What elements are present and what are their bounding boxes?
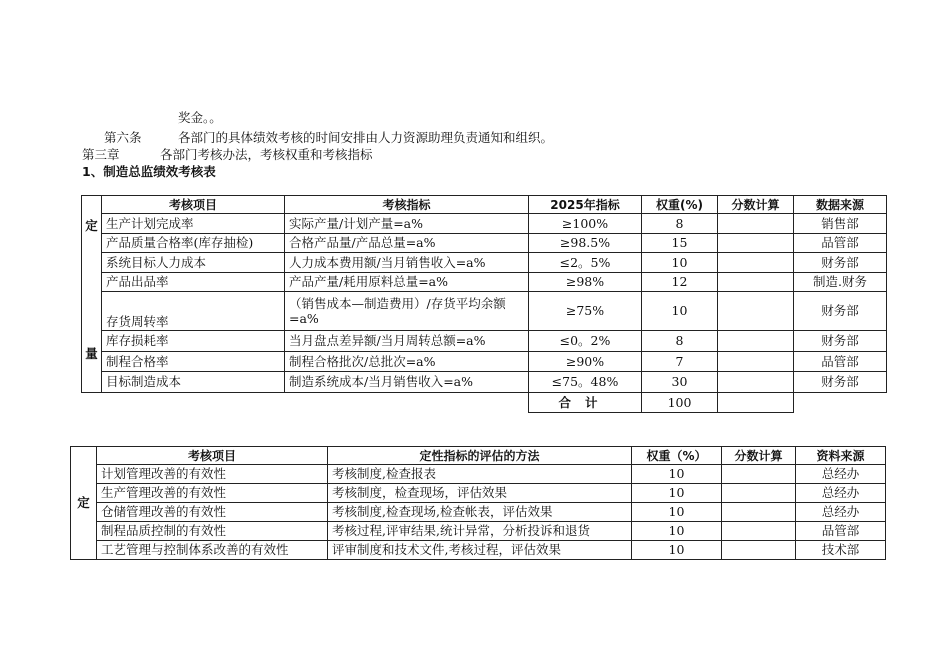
kpi-source: 财务部 xyxy=(794,331,887,352)
table-row xyxy=(82,331,887,352)
header-source: 资料来源 xyxy=(796,447,886,465)
kpi-weight: 7 xyxy=(642,351,718,372)
kpi-item: 库存损耗率 xyxy=(102,331,285,352)
header-weight: 权重（%） xyxy=(632,447,722,465)
table-row xyxy=(82,214,887,233)
kpi-target: ≥90% xyxy=(529,351,642,372)
chapter-three-text: 各部门考核办法，考核权重和考核指标 xyxy=(160,147,373,162)
qual-source: 品管部 xyxy=(796,522,886,541)
table-row xyxy=(82,272,887,291)
kpi-weight: 10 xyxy=(642,253,718,272)
kpi-metric: 当月盘点差异额/当月周转总额=a% xyxy=(285,331,529,352)
table1-side-label xyxy=(82,196,102,393)
kpi-item: 目标制造成本 xyxy=(102,372,285,393)
table-row xyxy=(82,372,887,393)
kpi-weight: 8 xyxy=(642,214,718,233)
qual-item: 工艺管理与控制体系改善的有效性 xyxy=(97,541,328,560)
kpi-weight: 12 xyxy=(642,272,718,291)
table2-side-label: 定 xyxy=(71,447,97,560)
qual-source: 总经办 xyxy=(796,465,886,484)
qual-source: 技术部 xyxy=(796,541,886,560)
kpi-weight: 15 xyxy=(642,233,718,252)
header-weight: 权重(%) xyxy=(642,196,718,214)
table-row xyxy=(82,233,887,252)
kpi-metric: 合格产品量/产品总量=a% xyxy=(285,233,529,252)
qual-item: 仓储管理改善的有效性 xyxy=(97,503,328,522)
qual-weight: 10 xyxy=(632,484,722,503)
qual-method: 评审制度和技术文件,考核过程，评估效果 xyxy=(328,541,632,560)
quantitative-kpi-table xyxy=(81,195,887,413)
kpi-source: 品管部 xyxy=(794,351,887,372)
kpi-metric: 制造系统成本/当月销售收入=a% xyxy=(285,372,529,393)
table-row xyxy=(82,253,887,272)
table1-heading: 1、制造总监绩效考核表 xyxy=(82,164,216,179)
chapter-three-label: 第三章 xyxy=(82,147,120,162)
table1-header-row xyxy=(82,196,887,214)
header-score: 分数计算 xyxy=(722,447,796,465)
kpi-metric: 实际产量/计划产量=a% xyxy=(285,214,529,233)
qual-score[interactable] xyxy=(722,465,796,484)
kpi-score[interactable] xyxy=(718,331,794,352)
kpi-target: ≥75% xyxy=(529,292,642,331)
qual-source: 总经办 xyxy=(796,503,886,522)
qual-weight: 10 xyxy=(632,503,722,522)
kpi-source: 销售部 xyxy=(794,214,887,233)
header-item: 考核项目 xyxy=(102,196,285,214)
kpi-item: 生产计划完成率 xyxy=(102,214,285,233)
table-row xyxy=(71,541,886,560)
kpi-score[interactable] xyxy=(718,233,794,252)
kpi-score[interactable] xyxy=(718,214,794,233)
table2-header-row xyxy=(71,447,886,465)
qual-method: 考核过程,评审结果,统计异常，分析投诉和退货 xyxy=(328,522,632,541)
header-item: 考核项目 xyxy=(97,447,328,465)
kpi-item: 存货周转率 xyxy=(102,292,285,331)
kpi-metric: 人力成本费用额/当月销售收入=a% xyxy=(285,253,529,272)
qual-score[interactable] xyxy=(722,541,796,560)
kpi-target: ≤2。5% xyxy=(529,253,642,272)
qualitative-kpi-table xyxy=(70,446,886,560)
header-score: 分数计算 xyxy=(718,196,794,214)
kpi-weight: 8 xyxy=(642,331,718,352)
qual-item: 制程品质控制的有效性 xyxy=(97,522,328,541)
total-weight: 100 xyxy=(642,393,718,413)
kpi-weight: 30 xyxy=(642,372,718,393)
total-score[interactable] xyxy=(718,393,794,413)
kpi-score[interactable] xyxy=(718,253,794,272)
qual-item: 计划管理改善的有效性 xyxy=(97,465,328,484)
kpi-score[interactable] xyxy=(718,372,794,393)
header-source: 数据来源 xyxy=(794,196,887,214)
qual-weight: 10 xyxy=(632,465,722,484)
kpi-item: 制程合格率 xyxy=(102,351,285,372)
qual-method: 考核制度，检查现场，评估效果 xyxy=(328,484,632,503)
kpi-score[interactable] xyxy=(718,272,794,291)
kpi-metric: 产品产量/耗用原料总量=a% xyxy=(285,272,529,291)
total-label: 合计 xyxy=(529,393,642,413)
kpi-source: 品管部 xyxy=(794,233,887,252)
table-row xyxy=(71,503,886,522)
qual-score[interactable] xyxy=(722,522,796,541)
side-char-bottom: 量 xyxy=(85,346,98,361)
kpi-item: 产品质量合格率(库存抽检) xyxy=(102,233,285,252)
article-six-label: 第六条 xyxy=(104,130,142,145)
qual-weight: 10 xyxy=(632,541,722,560)
kpi-source: 制造.财务 xyxy=(794,272,887,291)
table-row xyxy=(82,292,887,331)
table-row xyxy=(71,484,886,503)
table-row xyxy=(82,351,887,372)
kpi-target: ≤75。48% xyxy=(529,372,642,393)
kpi-source: 财务部 xyxy=(794,292,887,331)
table1-total-row xyxy=(82,393,887,413)
kpi-weight: 10 xyxy=(642,292,718,331)
intro-line-bonus: 奖金。。 xyxy=(178,110,222,125)
kpi-source: 财务部 xyxy=(794,372,887,393)
qual-method: 考核制度,检查报表 xyxy=(328,465,632,484)
kpi-target: ≥100% xyxy=(529,214,642,233)
kpi-target: ≥98.5% xyxy=(529,233,642,252)
article-six-text: 各部门的具体绩效考核的时间安排由人力资源助理负责通知和组织。 xyxy=(178,130,554,145)
kpi-metric: （销售成本—制造费用）/存货平均余额=a% xyxy=(285,292,529,331)
kpi-score[interactable] xyxy=(718,292,794,331)
qual-score[interactable] xyxy=(722,503,796,522)
side-char-top: 定 xyxy=(85,218,98,233)
kpi-metric: 制程合格批次/总批次=a% xyxy=(285,351,529,372)
header-method: 定性指标的评估的方法 xyxy=(328,447,632,465)
qual-score[interactable] xyxy=(722,484,796,503)
qual-item: 生产管理改善的有效性 xyxy=(97,484,328,503)
qual-source: 总经办 xyxy=(796,484,886,503)
kpi-item: 系统目标人力成本 xyxy=(102,253,285,272)
table-row xyxy=(71,465,886,484)
header-metric: 考核指标 xyxy=(285,196,529,214)
kpi-target: ≤0。2% xyxy=(529,331,642,352)
kpi-source: 财务部 xyxy=(794,253,887,272)
table-row xyxy=(71,522,886,541)
kpi-target: ≥98% xyxy=(529,272,642,291)
qual-weight: 10 xyxy=(632,522,722,541)
qual-method: 考核制度,检查现场,检查帐表，评估效果 xyxy=(328,503,632,522)
header-target: 2025年指标 xyxy=(529,196,642,214)
kpi-item: 产品出品率 xyxy=(102,272,285,291)
kpi-score[interactable] xyxy=(718,351,794,372)
